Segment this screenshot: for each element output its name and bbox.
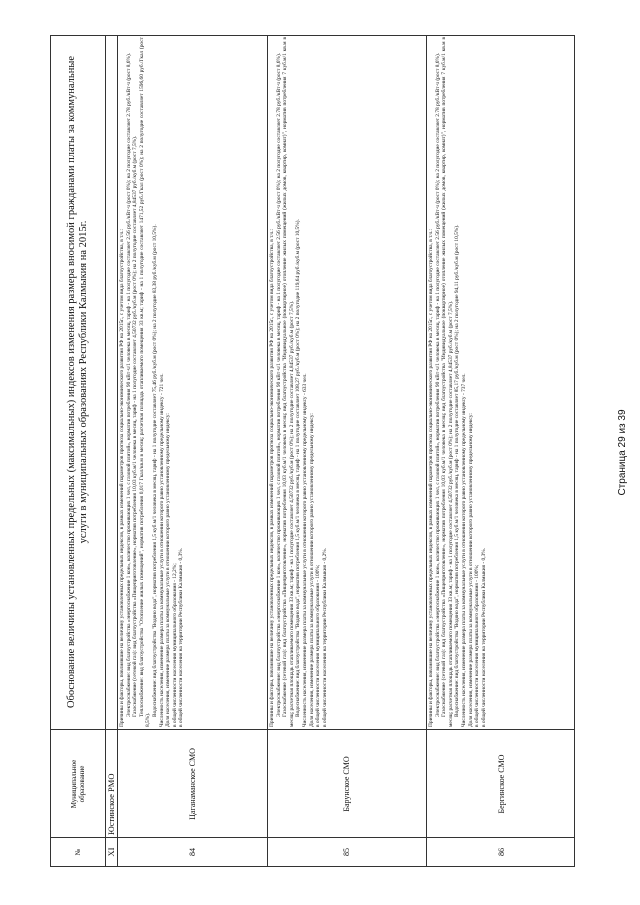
justification-text [426, 34, 576, 730]
text-line: в общей численности населения на территории Республики Калмыкия - 0,2%. [321, 547, 328, 727]
text-line: Численность населения, изменение размера платы за коммунальные услуги в отношении которого равно установленному предельному индексу - 737 чел. [460, 373, 467, 727]
justification-text [117, 34, 267, 730]
text-line: в общей численности населения на территории Республики Калмыкия - 0,3%. [480, 547, 487, 727]
text-line: в общей численности населения муниципального образования - 100%; [315, 564, 322, 727]
text-line: Газоснабжение (сетевой газ): вид благоустройства «Пищеприготовление», норматив потребления 10,03 куб.м/1 человека в месяц; вид благоустройства "Индивидуальное (поквартирное) отопление жилых помещений (жилых домов, квартир, комнат)", норматив потребления 7 куб.м/1 кв.м в месяц; расчетная площадь отапливаемого помещения 33 кв.м; тариф - на 1 полугодие составляет 4,50732 руб./куб.м (рост 0%); на 2 полугодие составляет 4,84537 руб./куб.м (рост 7,5%). [282, 37, 295, 727]
text-line: в общей численности населения муниципального образования - 12,2%; [171, 563, 178, 727]
page-number: Страница 29 из 39 [617, 409, 628, 496]
municipality-name: Барунское СМО [342, 756, 351, 812]
text-line: Причины и факторы, повлиявшие на величину установленных предельных индексов, в рамках изменений параметров прогноза социально-экономического развития РФ на 2015г., с учетом вида благоустройства, в т.ч.: [119, 229, 125, 727]
text-line: Доля населения, изменение размера платы за коммунальные услуги в отношении которого равно установленному предельному индексу: [308, 413, 315, 727]
row-number: 86 [496, 848, 506, 856]
text-line: Теплоснабжение: вид благоустройства "Отопление жилых помещений", норматив потребления 0,017 Гкал/кв.м в месяц; расчетная площадь отапливаемого помещения 33 кв.м; тариф - на 1 полугодие составляет 1471,52 руб./Гкал (рост 0%); на 2 полугодие составляет 1596,60 руб./Гкал (рост 8,5%). [138, 37, 152, 727]
header-number: № [74, 848, 82, 856]
row-number: 84 [187, 848, 197, 856]
municipality-name: Цаганаманское СМО [187, 748, 197, 820]
text-line: Водоснабжение: вид благоустройства "Водяно вода", норматив потребления 1,5 куб.м/1 человека в месяц, тариф - на 1 полугодие составляет 108,27 руб./куб.м (рост 0%); на 2 полугодие 119,64 руб./куб.м (рост 10,5%). [295, 219, 302, 717]
municipality-name: Бергинское СМО [496, 754, 506, 814]
text-line: Газоснабжение (сетевой газ): вид благоустройства «Пищеприготовление», норматив потребления 10,03 куб.м/1 человека в месяц; вид благоустройства "Индивидуальное (поквартирное) отопление жилых помещений (жилых домов, квартир, комнат)", норматив потребления 7 куб.м/1 кв.м в месяц; расчетная площадь отапливаемого помещения 33 кв.м; тариф - на 1 полугодие составляет 4,50732 руб./куб.м (рост 0%); на 2 полугодие составляет 4,84537 руб./куб.м (рост 7,5%). [441, 37, 454, 727]
text-line: Водоснабжение: вид благоустройства "Водяно вода", норматив потребления 1,5 куб.м/1 человека в месяц, тариф - на 1 полугодие составляет 75,46 руб./куб.м (рост 0%); на 2 полугодие 83,38 руб./куб.м (рост 10,5%). [151, 224, 158, 717]
text-line: Электроснабжение: вид благоустройства «энергоснабжение 1 кон», количество проживающих 1 чел, с газовой плитой», норматив потребления 90 кВт·ч/1 человека в месяц, тариф - на 1 полугодие составляет 2.56 руб./кВт·ч (рост 0%); на 2 полугодие составляет 2.78 руб./кВт·ч (рост 8,6%). [125, 52, 132, 717]
text-line: Доля населения, изменение размера платы за коммунальные услуги в отношении которого равно установленному предельному индексу: [467, 413, 474, 727]
group-name: Юстинское РМО [106, 773, 116, 835]
row-number: 85 [342, 848, 351, 856]
text-line: Численность населения, изменение размера платы за коммунальные услуги в отношении которого равно установленному предельному индексу - 633 чел. [301, 373, 308, 727]
header-justification: Обоснование величины установленных предельных (максимальных) индексов изменения размера вносимой гражданами платы за коммунальные услуги в муниципальных образованиях Республики Калмыкия на 2015г. [66, 55, 89, 709]
text-line: Доля населения, изменение размера платы за коммунальные услуги в отношении которого равно установленному предельному индексу: [165, 413, 172, 727]
text-line: Электроснабжение: вид благоустройства «энергоснабжение 1 кон», количество проживающих 1 чел, с газовой плитой», норматив потребления 90 кВт·ч/1 человека в месяц, тариф - на 1 полугодие составляет 2.56 руб./кВт·ч (рост 0%); на 2 полугодие составляет 2.78 руб./кВт·ч (рост 8,6%). [434, 52, 441, 717]
justification-text [267, 34, 426, 730]
text-line: Водоснабжение: вид благоустройства "Водяно вода", норматив потребления 1,5 куб.м/1 человека в месяц, тариф - на 1 полугодие составляет 85,17 руб./куб.м (рост 0%); на 2 полугодие 94,11 руб./куб.м (рост 10,5%). [454, 224, 461, 717]
text-line: в общей численности населения на территории Республики Калмыкия - 0,3%. [178, 547, 185, 727]
group-number: XI [106, 847, 116, 857]
justification-table [50, 35, 575, 867]
header-municipality: Муниципальное образование [70, 759, 86, 809]
text-line: Электроснабжение: вид благоустройства «энергоснабжение 1 кон», количество проживающих 1 чел, с газовой плитой», норматив потребления 90 кВт·ч/1 человека в месяц, тариф - на 1 полугодие составляет 2.56 руб./кВт·ч (рост 0%); на 2 полугодие составляет 2.78 руб./кВт·ч (рост 8,6%). [275, 52, 282, 717]
text-line: в общей численности населения муниципального образования - 100%; [474, 564, 481, 727]
text-line: Причины и факторы, повлиявшие на величину установленных предельных индексов, в рамках изменений параметров прогноза социально-экономического развития РФ на 2015г., с учетом вида благоустройства, в т.ч.: [269, 229, 275, 727]
text-line: Газоснабжение (сетевой газ): вид благоустройства «Пищеприготовление», норматив потребления 10,03 куб.м/1 человека в месяц, тариф - на 1 полугодие составляет 4,50732 руб./куб.м (рост 0%); на 2 полугодие составляет 4,84537 руб./куб.м (рост 7,5%). [132, 135, 139, 717]
text-line: Численность населения, изменение размера платы за коммунальные услуги в отношении которого равно установленному предельному индексу - 721 чел. [158, 373, 165, 727]
text-line: Причины и факторы, повлиявшие на величину установленных предельных индексов, в рамках изменений параметров прогноза социально-экономического развития РФ на 2015г., с учетом вида благоустройства, в т.ч.: [428, 229, 434, 727]
